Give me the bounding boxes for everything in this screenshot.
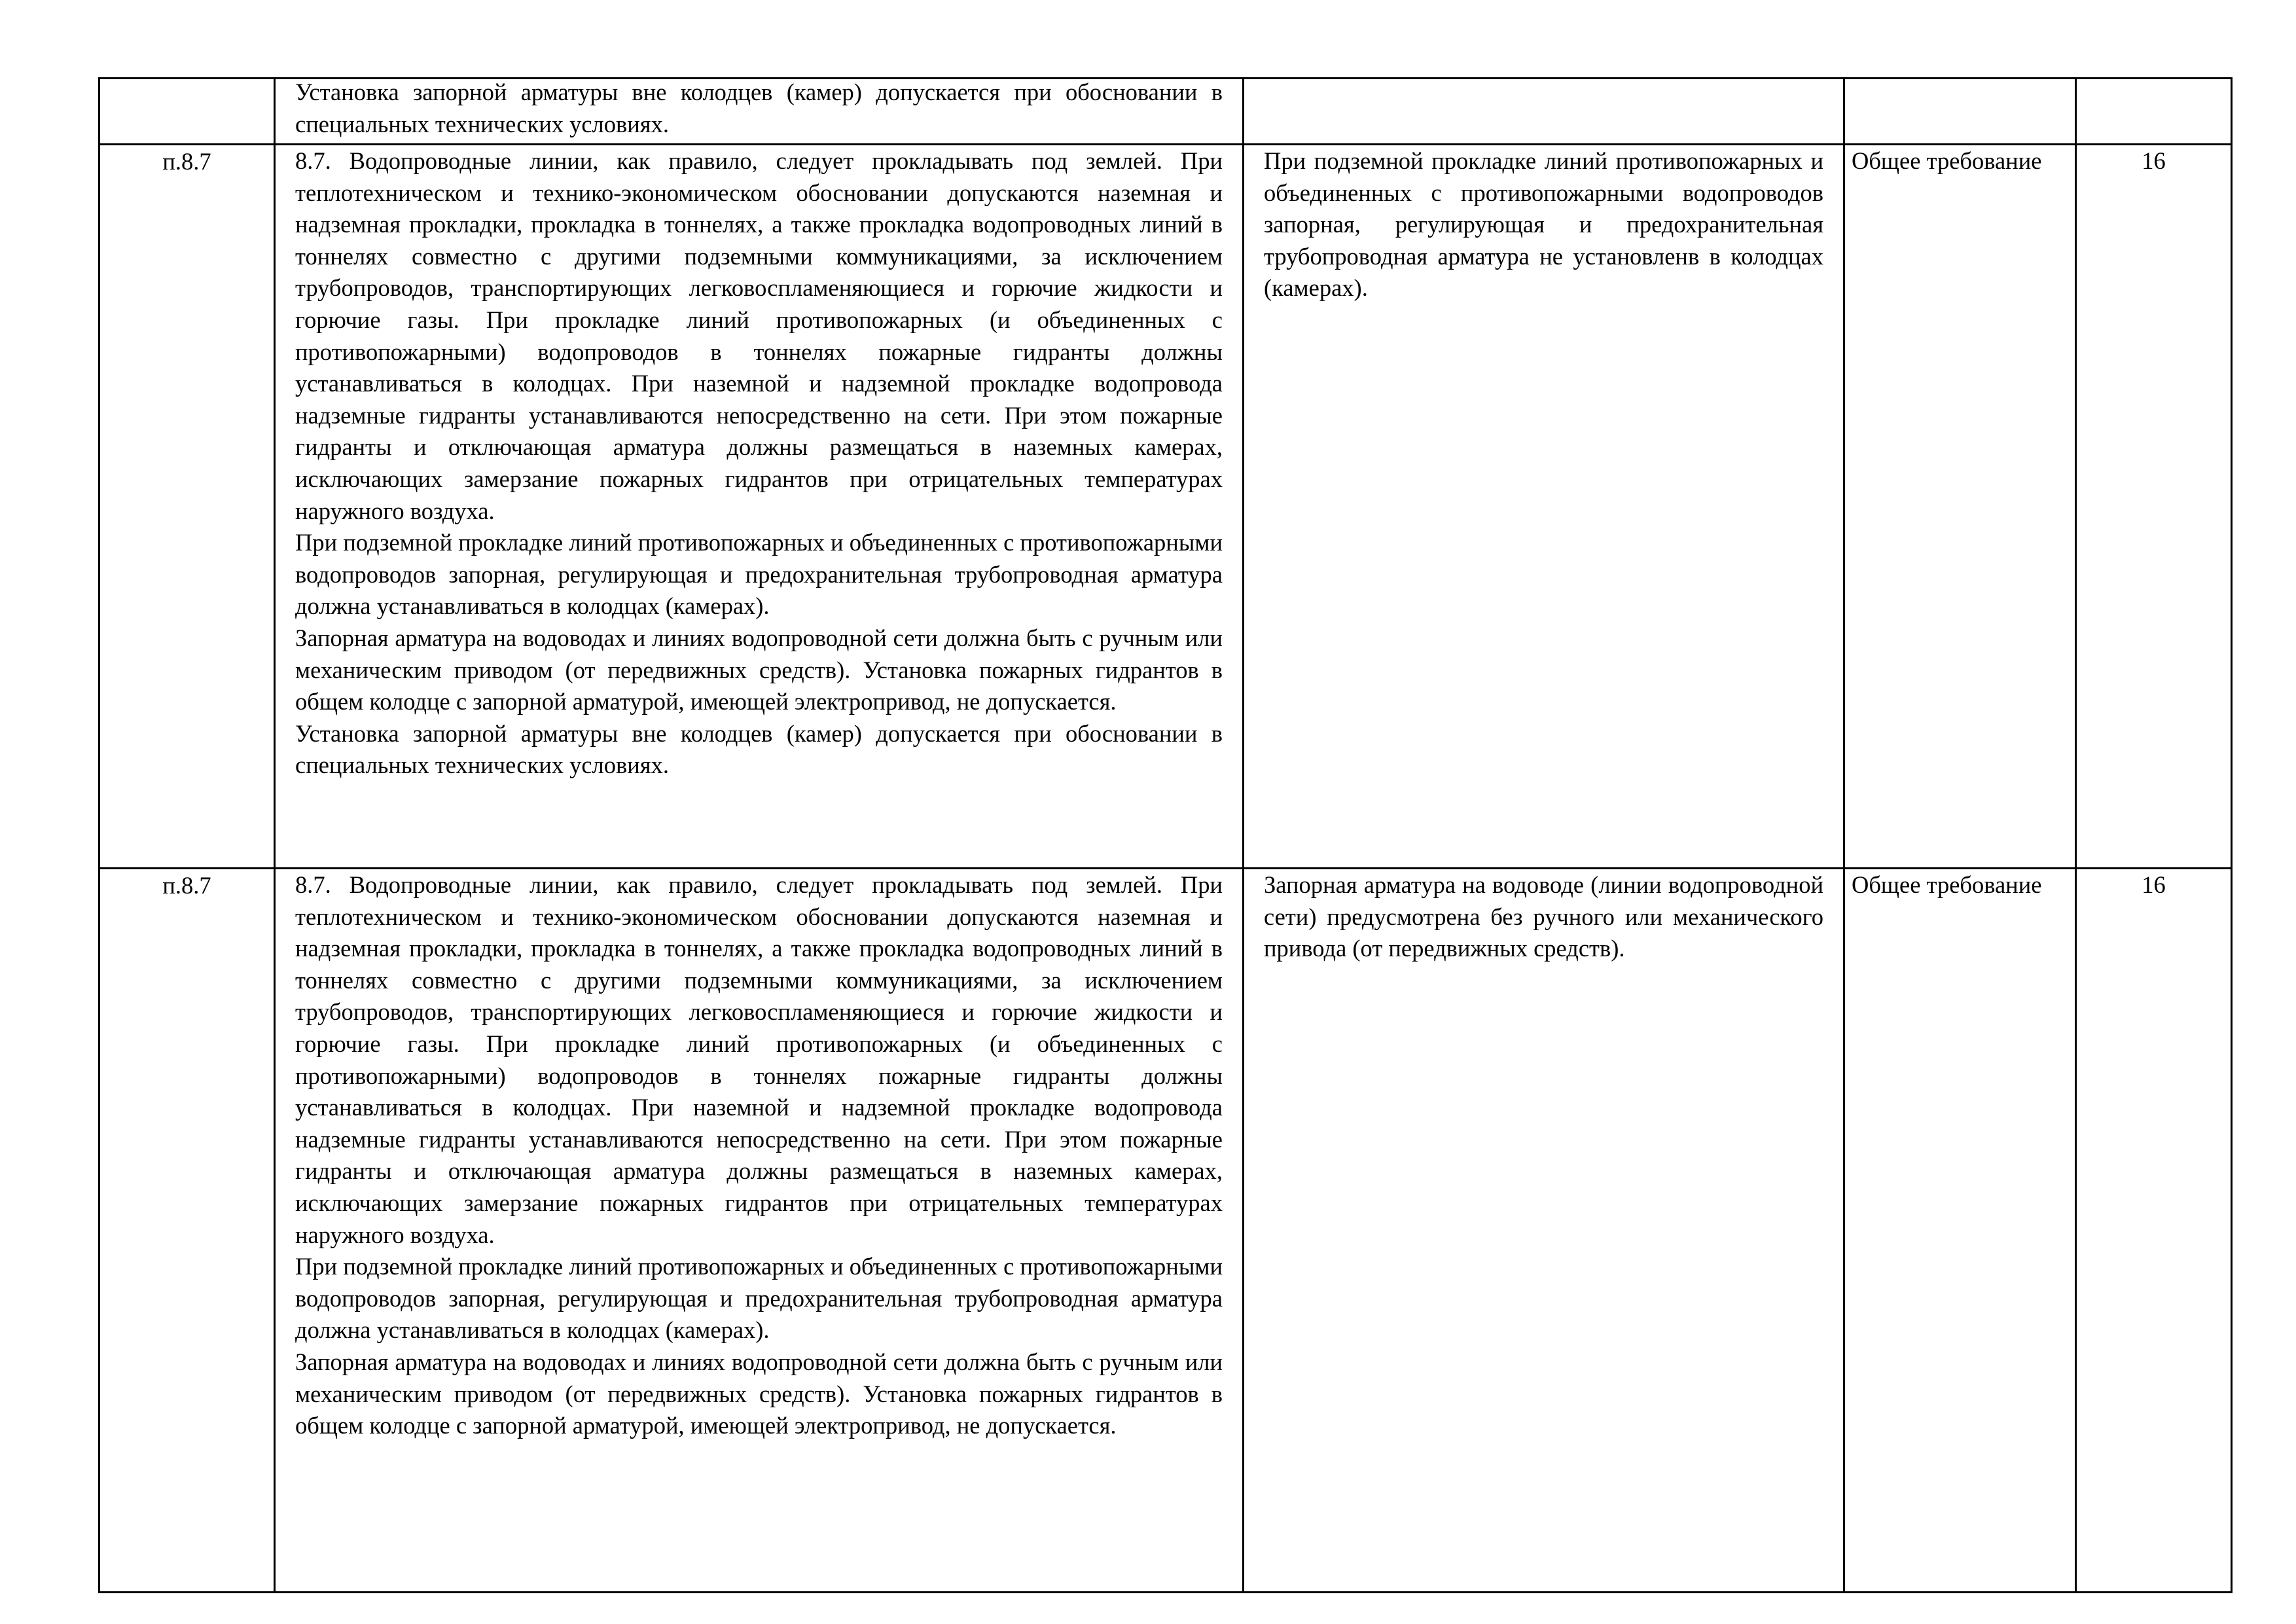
requirement-cell (275, 79, 1244, 145)
violation-cell (1244, 79, 1844, 145)
requirement-paragraph: Установка запорной арматуры вне колодцев (камер) допускается при обосновании в специальных технических условиях. (295, 79, 1223, 137)
table-row (99, 145, 2232, 869)
violation-text: Запорная арматура на водоводе (линии водопроводной сети) предусмотрена без ручного или механического привода (от передвижных средств). (1264, 871, 1823, 962)
requirement-paragraph: Установка запорной арматуры вне колодцев (камер) допускается при обосновании в специальных технических условиях. (295, 719, 1223, 779)
violation-cell (1244, 869, 1844, 1593)
violation-cell (1244, 145, 1844, 869)
requirement-paragraph: Запорная арматура на водоводах и линиях водопроводной сети должна быть с ручным или механическим приводом (от передвижных средств). Установка пожарных гидрантов в общем колодце с запорной арматурой, имеющей электропривод, не допускается. (295, 624, 1223, 715)
number-cell: 16 (2076, 145, 2232, 869)
requirement-paragraph: 8.7. Водопроводные линии, как правило, следует прокладывать под землей. При теплотехническом и технико-экономическом обосновании допускаются наземная и надземная прокладки, прокладка в тоннелях, а также прокладка водопроводных линий в тоннелях совместно с другими подземными коммуникациями, за исключением трубопроводов, транспортирующих легковоспламеняющиеся и горючие жидкости и горючие газы. При прокладке линий противопожарных (и объединенных с противопожарными) водопроводов в тоннелях пожарные гидранты должны устанавливаться в колодцах. При наземной и надземной прокладке водопровода надземные гидранты устанавливаются непосредственно на сети. При этом пожарные гидранты и отключающая арматура должны размещаться в наземных камерах, исключающих замерзание пожарных гидрантов при отрицательных температурах наружного воздуха. (295, 147, 1223, 524)
number-cell (2076, 79, 2232, 145)
table-row-continuation (99, 79, 2232, 145)
type-cell (1844, 79, 2076, 145)
requirement-paragraph: 8.7. Водопроводные линии, как правило, следует прокладывать под землей. При теплотехническом и технико-экономическом обосновании допускаются наземная и надземная прокладки, прокладка в тоннелях, а также прокладка водопроводных линий в тоннелях совместно с другими подземными коммуникациями, за исключением трубопроводов, транспортирующих легковоспламеняющиеся и горючие жидкости и горючие газы. При прокладке линий противопожарных (и объединенных с противопожарными) водопроводов в тоннелях пожарные гидранты должны устанавливаться в колодцах. При наземной и надземной прокладке водопровода надземные гидранты устанавливаются непосредственно на сети. При этом пожарные гидранты и отключающая арматура должны размещаться в наземных камерах, исключающих замерзание пожарных гидрантов при отрицательных температурах наружного воздуха. (295, 871, 1223, 1248)
requirement-paragraph: При подземной прокладке линий противопожарных и объединенных с противопожарными водопроводов запорная, регулирующая и предохранительная трубопроводная арматура должна устанавливаться в колодцах (камерах). (295, 529, 1223, 620)
type-cell: Общее требование (1844, 869, 2076, 1593)
requirement-cell (275, 145, 1244, 869)
requirement-paragraph: Запорная арматура на водоводах и линиях водопроводной сети должна быть с ручным или механическим приводом (от передвижных средств). Установка пожарных гидрантов в общем колодце с запорной арматурой, имеющей электропривод, не допускается. (295, 1348, 1223, 1439)
number-cell: 16 (2076, 869, 2232, 1593)
requirement-paragraph: При подземной прокладке линий противопожарных и объединенных с противопожарными водопроводов запорная, регулирующая и предохранительная трубопроводная арматура должна устанавливаться в колодцах (камерах). (295, 1253, 1223, 1344)
requirements-table (98, 77, 2233, 1593)
clause-cell: п.8.7 (99, 869, 275, 1593)
table-row (99, 869, 2232, 1593)
clause-cell (99, 79, 275, 145)
clause-cell: п.8.7 (99, 145, 275, 869)
violation-text: При подземной прокладке линий противопожарных и объединенных с противопожарными водопроводов запорная, регулирующая и предохранительная трубопроводная арматура не установленв в колодцах (камерах). (1264, 147, 1823, 302)
requirement-cell (275, 869, 1244, 1593)
type-cell: Общее требование (1844, 145, 2076, 869)
